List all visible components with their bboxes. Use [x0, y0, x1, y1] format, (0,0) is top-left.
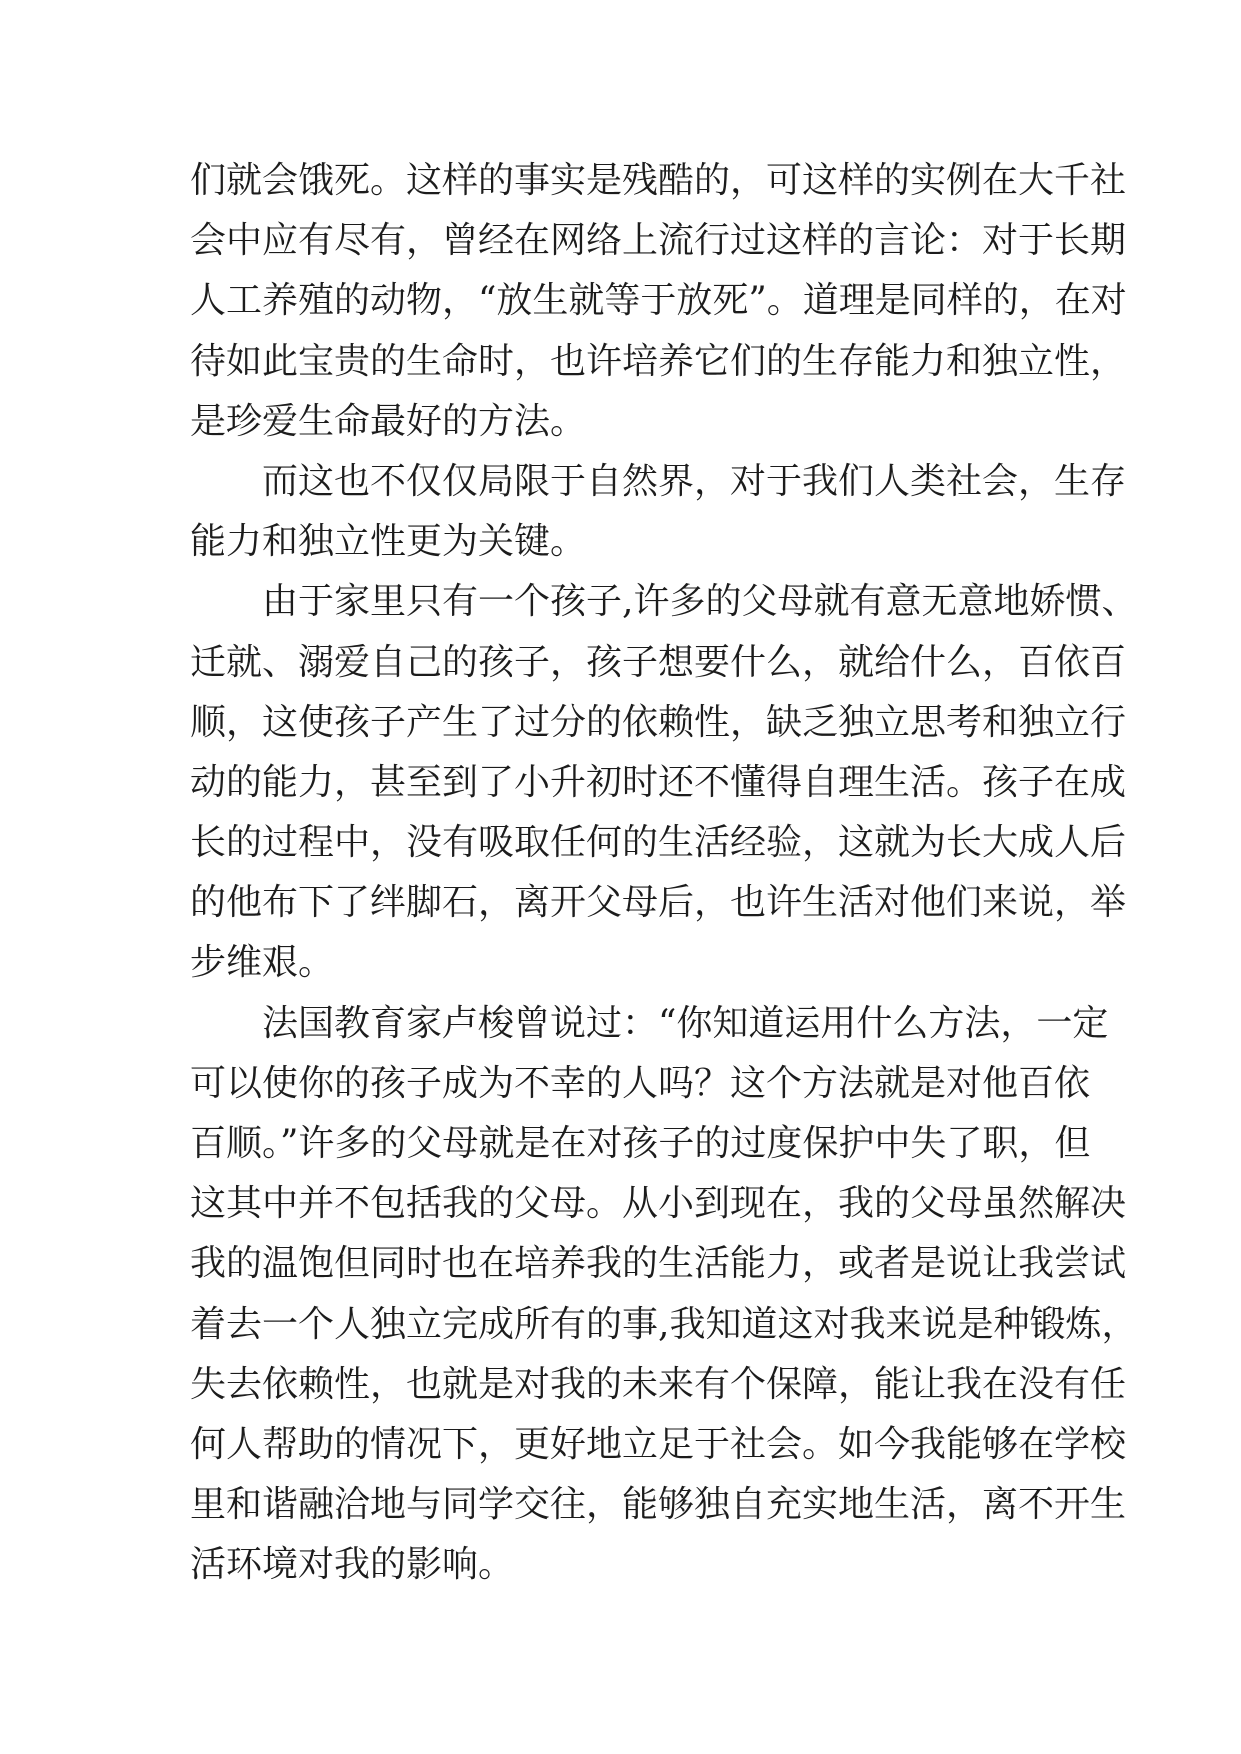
text-line: 长的过程中，没有吸取任何的生活经验，这就为长大成人后	[190, 822, 1127, 864]
text-line: 里和谐融洽地与同学交往，能够独自充实地生活，离不开生	[190, 1484, 1127, 1526]
text-line: 会中应有尽有，曾经在网络上流行过这样的言论：对于长期	[190, 220, 1127, 262]
text-line: 着去一个人独立完成所有的事,我知道这对我来说是种锻炼，	[190, 1303, 1138, 1345]
text-line: 是珍爱生命最好的方法。	[190, 400, 587, 442]
text-line: 待如此宝贵的生命时，也许培养它们的生存能力和独立性，	[190, 340, 1127, 382]
text-line: 的他布下了绊脚石，离开父母后，也许生活对他们来说，举	[190, 882, 1127, 924]
text-line: 法国教育家卢梭曾说过：“你知道运用什么方法，一定	[262, 1002, 1109, 1044]
text-line: 能力和独立性更为关键。	[190, 521, 587, 563]
text-line: 百顺。”许多的父母就是在对孩子的过度保护中失了职，但	[190, 1123, 1091, 1164]
text-line: 活环境对我的影响。	[190, 1544, 515, 1586]
text-line: 由于家里只有一个孩子,许多的父母就有意无意地娇惯、	[262, 581, 1138, 623]
text-line: 而这也不仅仅局限于自然界，对于我们人类社会，生存	[262, 460, 1127, 502]
text-line: 失去依赖性，也就是对我的未来有个保障，能让我在没有任	[190, 1363, 1127, 1405]
text-line: 何人帮助的情况下，更好地立足于社会。如今我能够在学校	[190, 1423, 1127, 1465]
text-line: 步维艰。	[190, 942, 335, 984]
text-line: 可以使你的孩子成为不幸的人吗？这个方法就是对他百依	[190, 1062, 1091, 1104]
text-line: 迁就、溺爱自己的孩子，孩子想要什么，就给什么，百依百	[190, 641, 1127, 683]
text-line: 我的温饱但同时也在培养我的生活能力，或者是说让我尝试	[190, 1243, 1127, 1285]
text-line: 们就会饿死。这样的事实是残酷的，可这样的实例在大千社	[190, 160, 1127, 201]
body-text	[190, 151, 1138, 1596]
text-line: 人工养殖的动物，“放生就等于放死”。道理是同样的，在对	[190, 280, 1127, 322]
text-line: 动的能力，甚至到了小升初时还不懂得自理生活。孩子在成	[190, 761, 1127, 803]
text-line: 这其中并不包括我的父母。从小到现在，我的父母虽然解决	[190, 1183, 1127, 1225]
text-line: 顺，这使孩子产生了过分的依赖性，缺乏独立思考和独立行	[190, 701, 1127, 743]
